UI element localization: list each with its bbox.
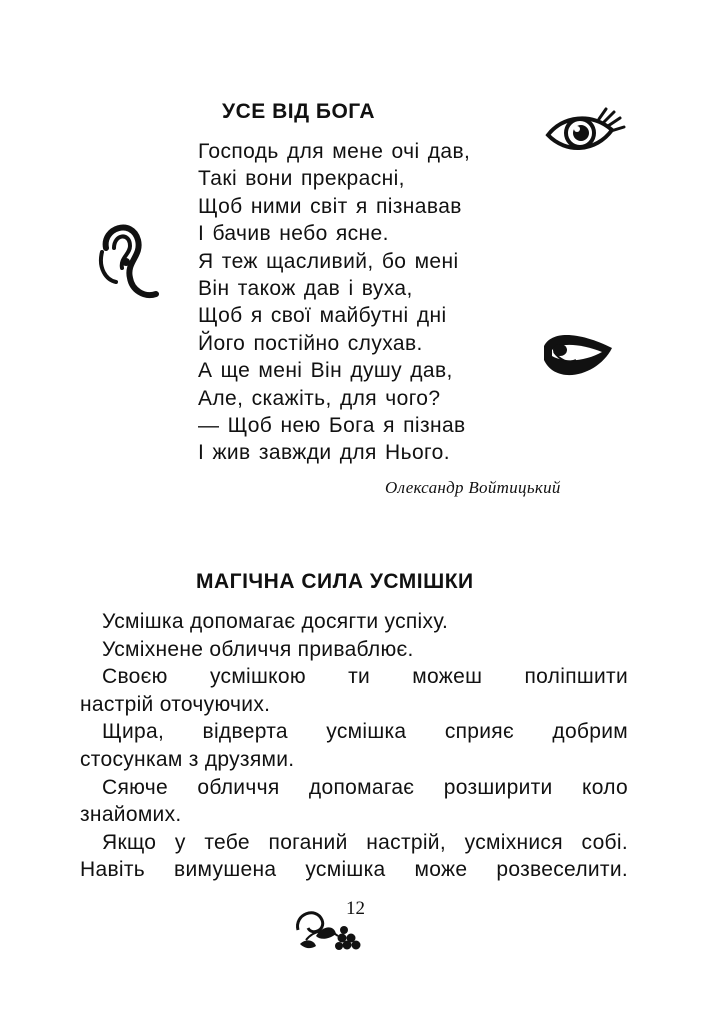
poem-line: — Щоб нею Бога я пізнав — [198, 413, 466, 437]
eye-icon — [544, 104, 626, 162]
poem-author: Олександр Войтицький — [385, 478, 561, 497]
essay-line: Усмішка допомагає досягти успіху. — [102, 610, 449, 633]
essay-line: Сяюче обличчя допомагає розширити коло — [102, 775, 628, 799]
essay-title: МАГІЧНА СИЛА УСМІШКИ — [196, 570, 474, 593]
essay-line: Усміхнене обличчя приваблює. — [102, 637, 414, 661]
poem-line: Такі вони прекрасні, — [198, 167, 405, 191]
poem-line: І жив завжди для Нього. — [198, 441, 450, 465]
poem-line: Але, скажіть, для чого? — [198, 386, 441, 410]
poem-line: Його постійно слухав. — [198, 331, 423, 355]
essay-line: настрій оточуючих. — [80, 692, 271, 716]
poem-line: А ще мені Він душу дав, — [198, 359, 453, 383]
essay-line: знайомих. — [80, 803, 182, 827]
poem-line: І бачив небо ясне. — [198, 222, 389, 246]
page-number: 12 — [346, 898, 365, 919]
poem-line: Господь для мене очі дав, — [198, 140, 471, 163]
essay-line: стосункам з друзями. — [80, 747, 295, 771]
essay-line: Якщо у тебе поганий настрій, усміхнися собі. — [102, 830, 628, 854]
poem-line: Щоб ними світ я пізнавав — [198, 194, 462, 218]
poem-line: Щоб я свої майбутні дні — [198, 304, 447, 328]
essay-line: Щира, відверта усмішка сприяє добрим — [102, 720, 628, 744]
mouth-icon — [538, 326, 616, 388]
essay-line: Навіть вимушена усмішка може розвеселити. — [80, 858, 628, 882]
poem-line: Я теж щасливий, бо мені — [198, 249, 459, 273]
ear-icon — [92, 218, 160, 306]
poem-title: УСЕ ВІД БОГА — [222, 100, 376, 123]
essay-line: Своєю усмішкою ти можеш поліпшити — [102, 665, 628, 689]
poem-line: Він також дав і вуха, — [198, 276, 413, 300]
poem-body — [198, 138, 470, 467]
essay-body — [80, 608, 628, 884]
